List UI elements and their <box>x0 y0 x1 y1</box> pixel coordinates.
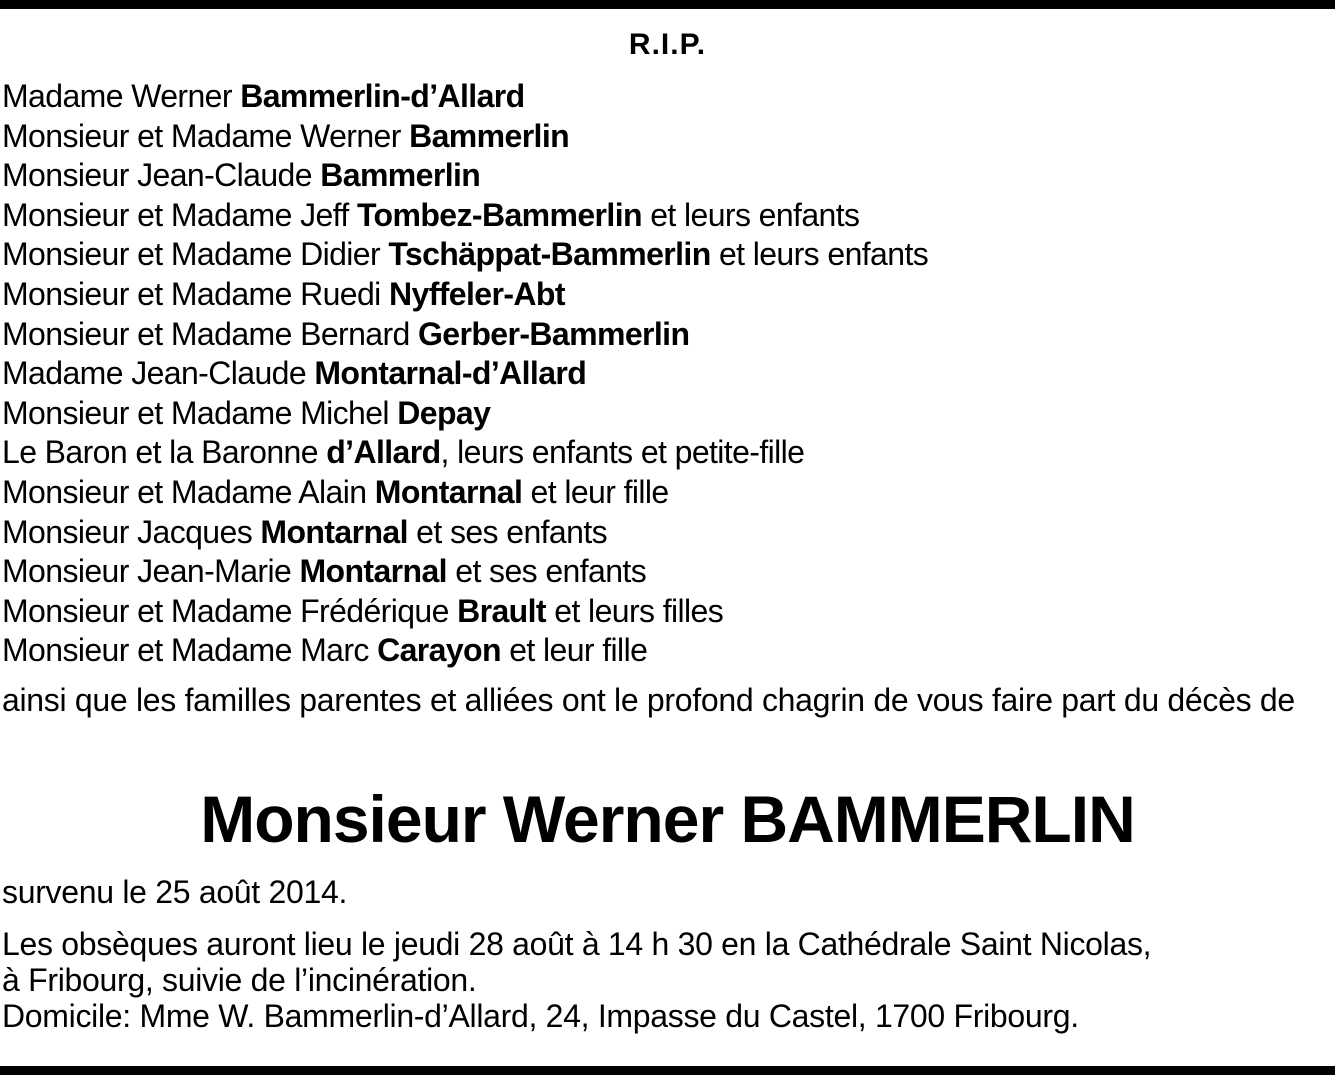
mourner-line: Madame Werner Bammerlin-d’Allard <box>2 78 525 114</box>
domicile-line: Domicile: Mme W. Bammerlin-d’Allard, 24, Impasse du Castel, 1700 Fribourg. <box>2 998 1079 1034</box>
rip-heading: R.I.P. <box>628 28 707 61</box>
date-of-death: survenu le 25 août 2014. <box>2 874 348 910</box>
mourner-line: Monsieur et Madame Alain Montarnal et leur fille <box>2 473 669 510</box>
mourner-line: Monsieur et Madame Didier Tschäppat-Bammerlin et leurs enfants <box>2 236 929 273</box>
deceased-name: Monsieur Werner BAMMERLIN <box>200 782 1135 856</box>
mourner-line: Monsieur Jacques Montarnal et ses enfants <box>2 513 608 550</box>
bottom-border-rule <box>0 1066 1335 1075</box>
mourner-line: Monsieur et Madame Jeff Tombez-Bammerlin et leurs enfants <box>2 196 860 233</box>
funeral-line-1: Les obsèques auront lieu le jeudi 28 août à 14 h 30 en la Cathédrale Saint Nicolas, <box>2 926 1152 962</box>
mourner-line: Monsieur et Madame Michel Depay <box>2 394 491 431</box>
mourners-list <box>2 77 1332 671</box>
funeral-line-2: à Fribourg, suivie de l’incinération. <box>2 962 477 998</box>
mourner-line: Monsieur et Madame Ruedi Nyffeler-Abt <box>2 275 565 312</box>
mourner-line: Monsieur et Madame Marc Carayon et leur fille <box>2 632 648 669</box>
mourner-line: Monsieur et Madame Frédérique Brault et leurs filles <box>2 592 724 629</box>
mourner-line: Madame Jean-Claude Montarnal-d’Allard <box>2 355 587 392</box>
mourner-line: Monsieur et Madame Bernard Gerber-Bammerlin <box>2 315 690 352</box>
mourner-line: Monsieur Jean-Marie Montarnal et ses enfants <box>2 553 647 590</box>
top-border-rule <box>0 0 1335 9</box>
mourner-line: Monsieur Jean-Claude Bammerlin <box>2 157 481 194</box>
funeral-details <box>2 926 1335 1034</box>
mourner-line: Le Baron et la Baronne d’Allard, leurs enfants et petite-fille <box>2 434 805 471</box>
mourner-line: Monsieur et Madame Werner Bammerlin <box>2 117 570 154</box>
announcement-text: ainsi que les familles parentes et alliées ont le profond chagrin de vous faire part du décès de <box>2 682 1295 718</box>
